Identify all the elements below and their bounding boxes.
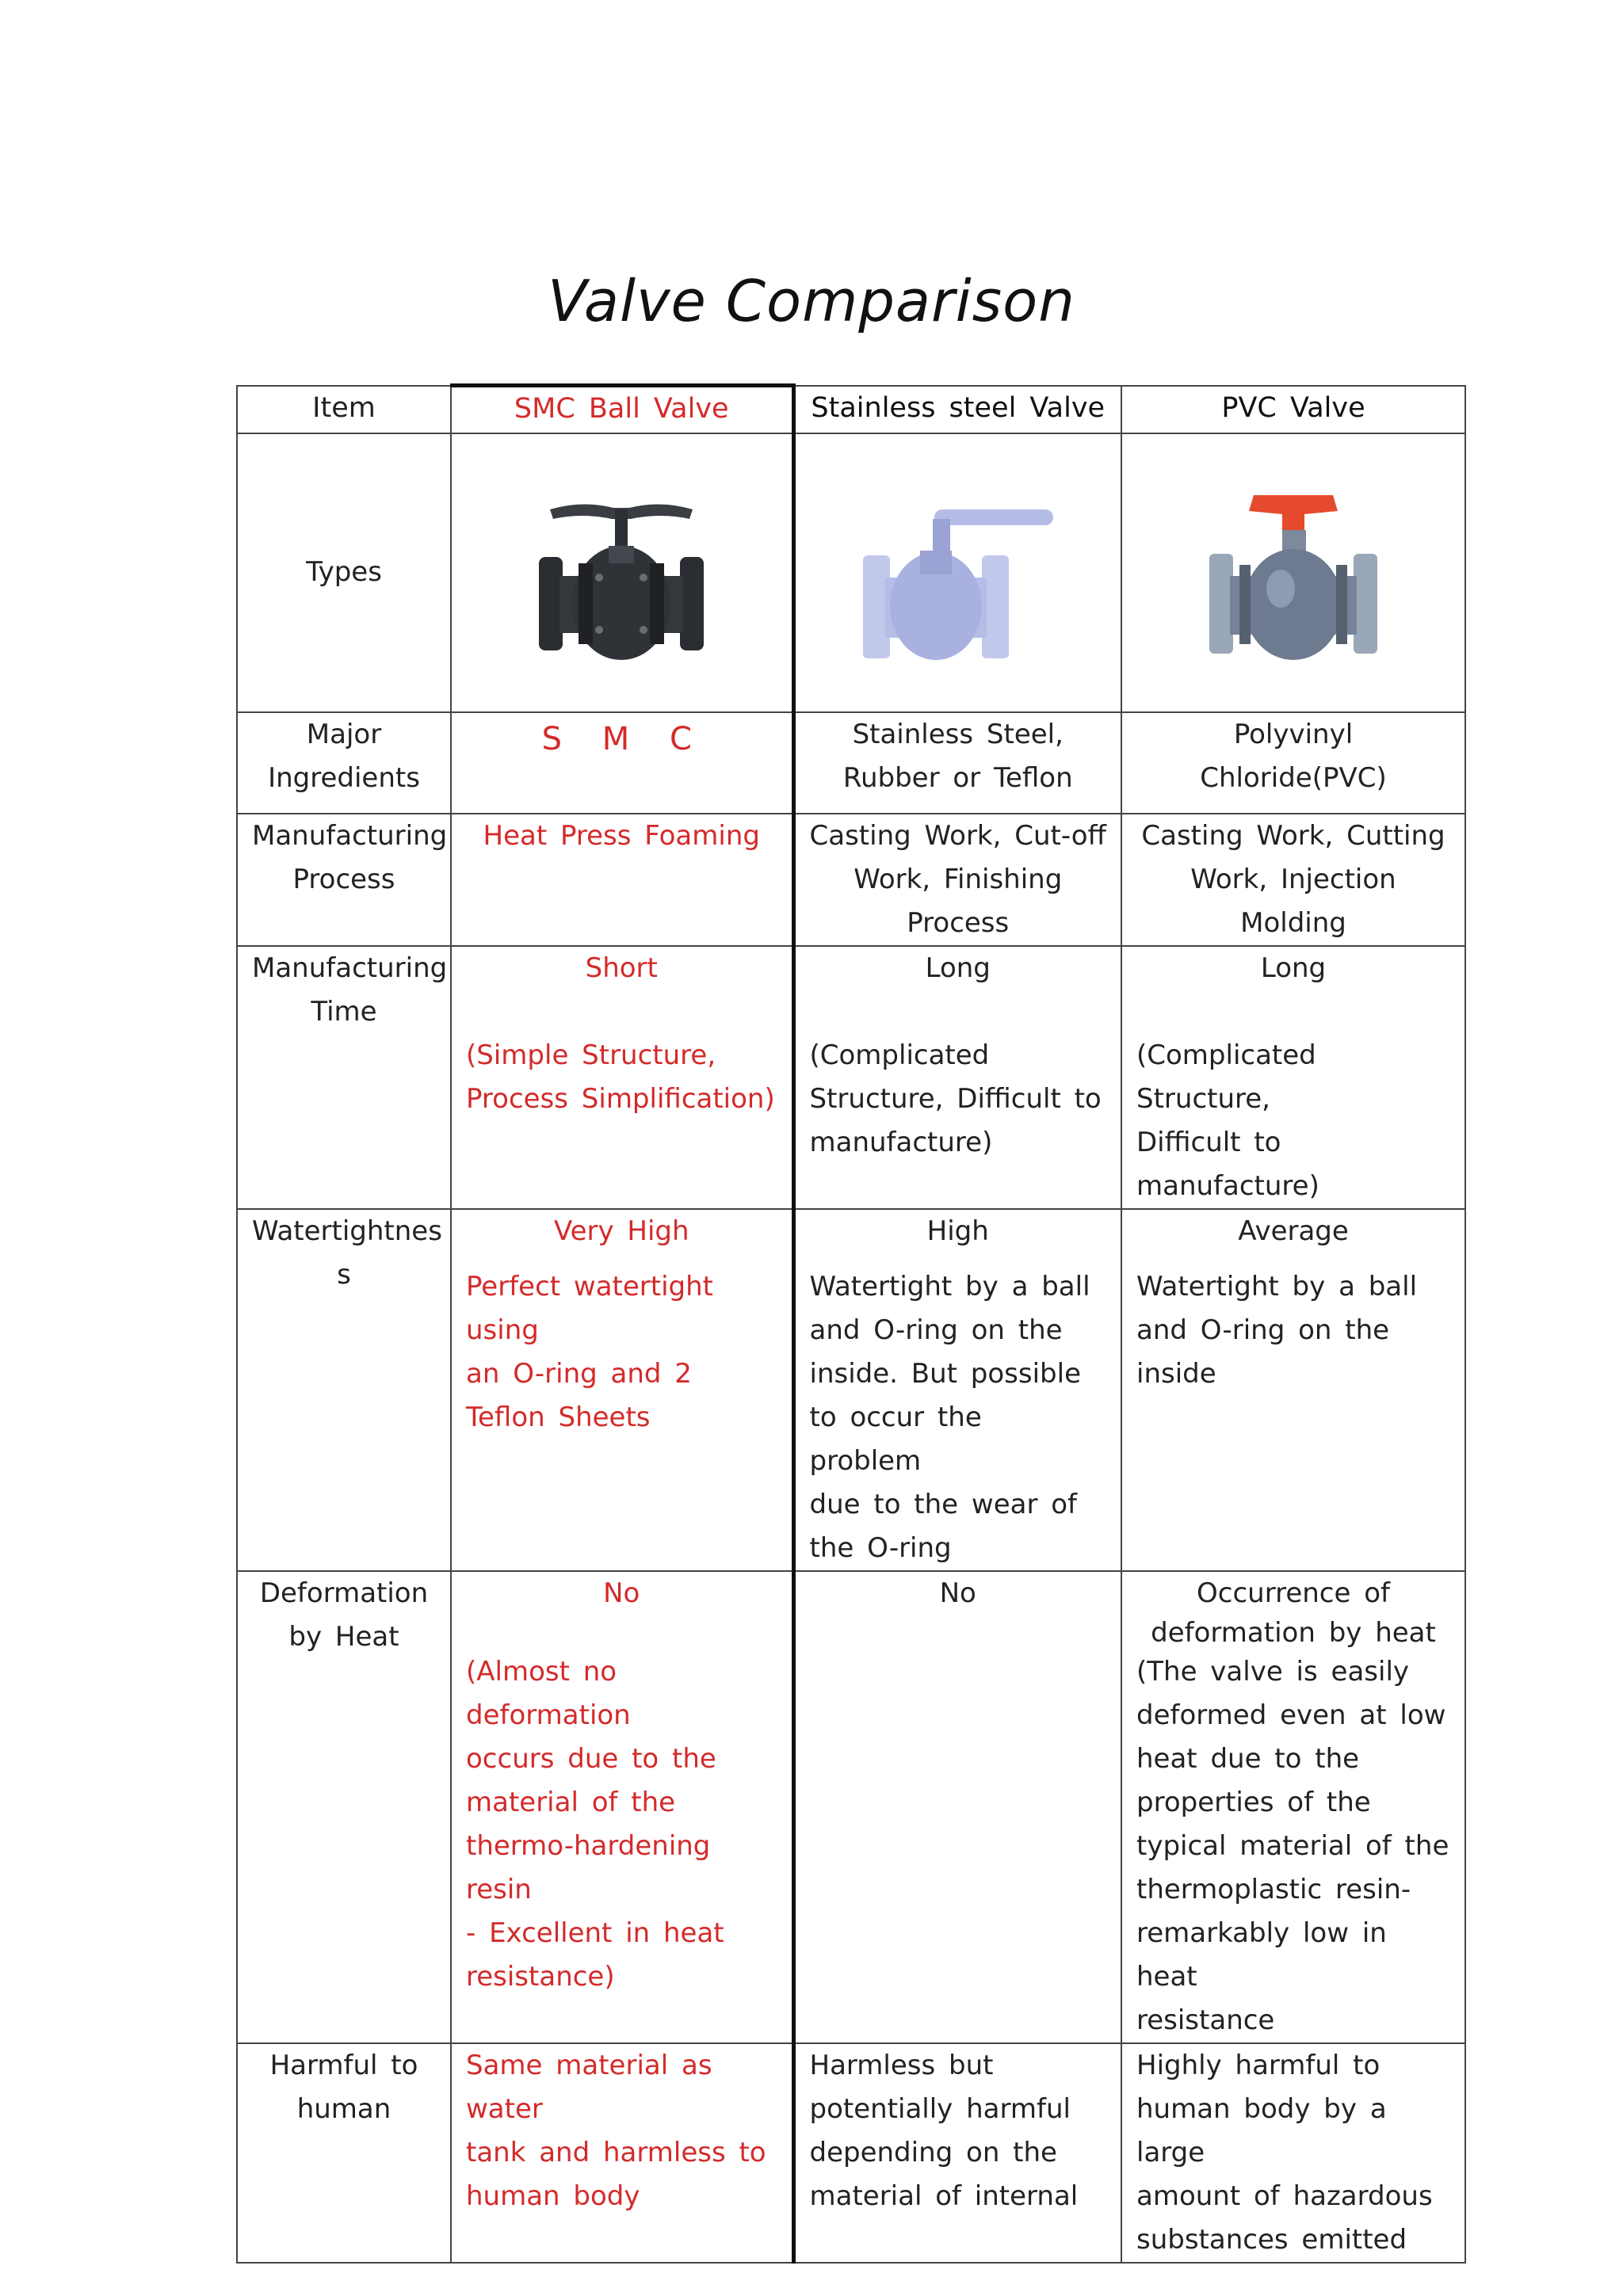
- process-steel: Casting Work, Cut-off Work, Finishing Process: [793, 814, 1121, 946]
- pvc-valve-cell: [1121, 433, 1465, 712]
- harmful-pvc: Highly harmful to human body by a large amount of hazardous substances emitted: [1121, 2043, 1465, 2263]
- ingredients-label: Major Ingredients: [237, 712, 451, 814]
- deformation-pvc: Occurrence of deformation by heat (The valve is easily deformed even at low heat due to the properties of the typical material of the thermoplastic resin- remarkably low in heat resistance: [1121, 1571, 1465, 2043]
- watertight-steel: High Watertight by a ball and O-ring on the inside. But possible to occur the problem due to the wear of the O-ring: [793, 1209, 1121, 1571]
- watertight-smc: Very High Perfect watertight using an O-ring and 2 Teflon Sheets: [451, 1209, 793, 1571]
- time-pvc: Long (Complicated Structure, Difficult to manufacture): [1121, 946, 1465, 1209]
- smc-ball-valve-image: [526, 478, 716, 668]
- deformation-steel: No: [793, 1571, 1121, 2043]
- page-title: Valve Comparison: [548, 268, 1075, 334]
- process-row: [237, 814, 1465, 946]
- header-pvc: PVC Valve: [1121, 386, 1465, 433]
- harmful-row: [237, 2043, 1465, 2263]
- deformation-label: Deformation by Heat: [237, 1571, 451, 2043]
- process-pvc: Casting Work, Cutting Work, Injection Molding: [1121, 814, 1465, 946]
- harmful-smc: Same material as water tank and harmless to human body: [451, 2043, 793, 2263]
- steel-valve-cell: [793, 433, 1121, 712]
- valve-comparison-table: [236, 383, 1466, 2264]
- types-label: Types: [237, 433, 451, 712]
- watertight-row: [237, 1209, 1465, 1571]
- header-steel: Stainless steel Valve: [793, 386, 1121, 433]
- stainless-steel-valve-image: [847, 478, 1069, 668]
- ingredients-pvc: Polyvinyl Chloride(PVC): [1121, 712, 1465, 814]
- harmful-label: Harmful to human: [237, 2043, 451, 2263]
- smc-valve-cell: [451, 433, 793, 712]
- types-row: [237, 433, 1465, 712]
- ingredients-row: [237, 712, 1465, 814]
- time-row: [237, 946, 1465, 1209]
- header-item: Item: [237, 386, 451, 433]
- pvc-valve-image: [1198, 478, 1388, 668]
- process-label: Manufacturing Process: [237, 814, 451, 946]
- watertight-pvc: Average Watertight by a ball and O-ring on the inside: [1121, 1209, 1465, 1571]
- time-label: Manufacturing Time: [237, 946, 451, 1209]
- header-smc: SMC Ball Valve: [451, 386, 793, 433]
- watertight-label: Watertightnes s: [237, 1209, 451, 1571]
- deformation-smc: No (Almost no deformation occurs due to the material of the thermo-hardening resin - Excellent in heat resistance): [451, 1571, 793, 2043]
- time-steel: Long (Complicated Structure, Difficult to manufacture): [793, 946, 1121, 1209]
- harmful-steel: Harmless but potentially harmful depending on the material of internal: [793, 2043, 1121, 2263]
- header-row: [237, 386, 1465, 433]
- process-smc: Heat Press Foaming: [451, 814, 793, 946]
- deformation-row: [237, 1571, 1465, 2043]
- time-smc: Short (Simple Structure, Process Simplification): [451, 946, 793, 1209]
- ingredients-steel: Stainless Steel, Rubber or Teflon: [793, 712, 1121, 814]
- ingredients-smc: S M C: [451, 712, 793, 814]
